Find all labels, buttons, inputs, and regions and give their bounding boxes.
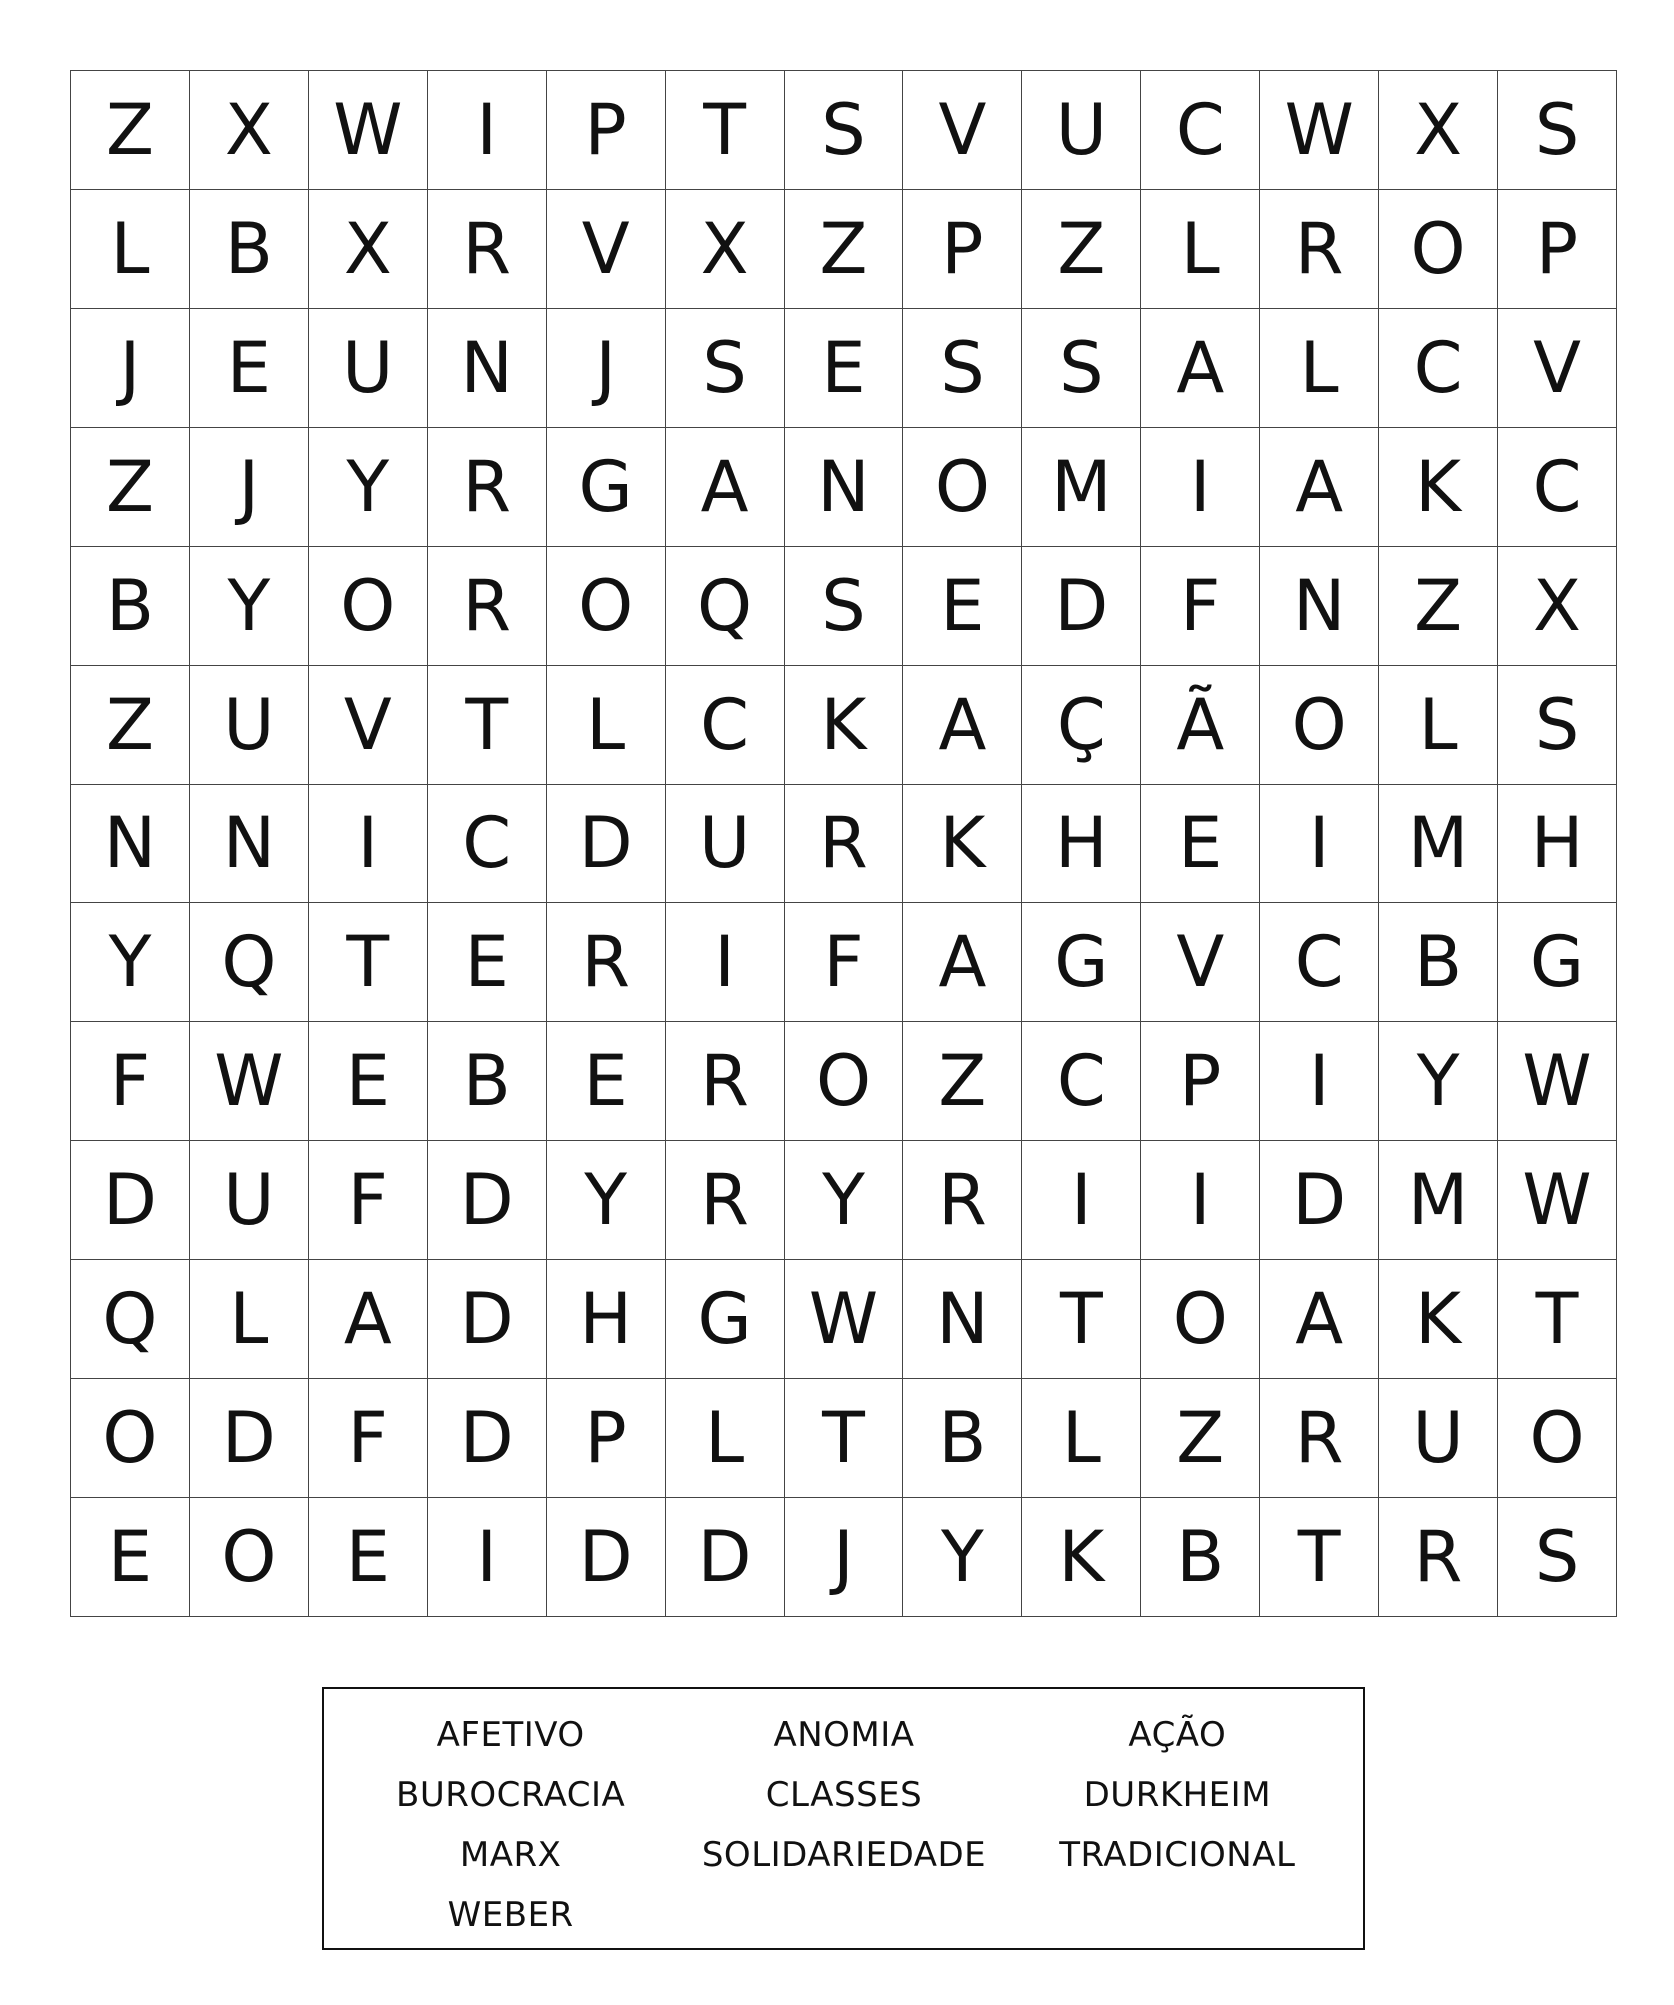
grid-cell[interactable]: C <box>1498 428 1617 547</box>
grid-cell[interactable]: G <box>547 428 666 547</box>
word-item: TRADICIONAL <box>1059 1835 1296 1875</box>
grid-cell[interactable]: Q <box>71 1260 190 1379</box>
grid-cell[interactable]: V <box>1141 903 1260 1022</box>
grid-cell[interactable]: N <box>1260 547 1379 666</box>
grid-cell[interactable]: Y <box>903 1498 1022 1617</box>
grid-cell[interactable]: Y <box>1379 1022 1498 1141</box>
grid-cell[interactable]: S <box>1498 71 1617 190</box>
grid-cell[interactable]: X <box>1379 71 1498 190</box>
grid-cell[interactable]: Z <box>71 666 190 785</box>
grid-cell[interactable]: C <box>428 785 547 904</box>
grid-cell[interactable]: H <box>1022 785 1141 904</box>
grid-cell[interactable]: N <box>903 1260 1022 1379</box>
grid-cell[interactable]: Q <box>190 903 309 1022</box>
grid-cell[interactable]: V <box>1498 309 1617 428</box>
grid-cell[interactable]: P <box>1498 190 1617 309</box>
grid-cell[interactable]: O <box>1141 1260 1260 1379</box>
grid-cell[interactable]: D <box>71 1141 190 1260</box>
grid-cell[interactable]: T <box>1022 1260 1141 1379</box>
word-item: ANOMIA <box>773 1715 915 1755</box>
grid-cell[interactable]: J <box>71 309 190 428</box>
word-item: CLASSES <box>765 1775 923 1815</box>
grid-cell[interactable]: U <box>1022 71 1141 190</box>
grid-cell[interactable]: G <box>666 1260 785 1379</box>
grid-cell[interactable]: W <box>309 71 428 190</box>
grid-cell[interactable]: U <box>666 785 785 904</box>
grid-cell[interactable]: O <box>309 547 428 666</box>
word-item: DURKHEIM <box>1083 1775 1272 1815</box>
grid-cell[interactable]: R <box>428 547 547 666</box>
grid-cell[interactable]: X <box>666 190 785 309</box>
grid-cell[interactable]: R <box>1379 1498 1498 1617</box>
grid-cell[interactable]: K <box>1379 1260 1498 1379</box>
word-item: WEBER <box>447 1895 574 1935</box>
grid-cell[interactable]: Y <box>190 547 309 666</box>
grid-cell[interactable]: B <box>1141 1498 1260 1617</box>
grid-cell[interactable]: V <box>547 190 666 309</box>
grid-cell[interactable]: A <box>666 428 785 547</box>
grid-cell[interactable]: P <box>1141 1022 1260 1141</box>
grid-cell[interactable]: O <box>1379 190 1498 309</box>
grid-cell[interactable]: R <box>785 785 904 904</box>
grid-cell[interactable]: E <box>71 1498 190 1617</box>
grid-cell[interactable]: N <box>785 428 904 547</box>
grid-cell[interactable]: B <box>190 190 309 309</box>
grid-cell[interactable]: U <box>190 1141 309 1260</box>
grid-cell[interactable]: U <box>190 666 309 785</box>
grid-cell[interactable]: B <box>1379 903 1498 1022</box>
grid-cell[interactable]: I <box>1141 1141 1260 1260</box>
grid-cell[interactable]: H <box>1498 785 1617 904</box>
grid-cell[interactable]: A <box>1141 309 1260 428</box>
grid-cell[interactable]: M <box>1379 785 1498 904</box>
grid-cell[interactable]: Z <box>71 428 190 547</box>
grid-cell[interactable]: L <box>666 1379 785 1498</box>
grid-cell[interactable]: T <box>428 666 547 785</box>
grid-cell[interactable]: L <box>190 1260 309 1379</box>
grid-cell[interactable]: Z <box>903 1022 1022 1141</box>
grid-cell[interactable]: R <box>428 190 547 309</box>
word-item: BUROCRACIA <box>396 1775 626 1815</box>
grid-cell[interactable]: E <box>428 903 547 1022</box>
grid-cell[interactable]: J <box>190 428 309 547</box>
grid-cell[interactable]: S <box>785 71 904 190</box>
grid-cell[interactable]: O <box>1260 666 1379 785</box>
grid-cell[interactable]: I <box>1141 428 1260 547</box>
word-list <box>344 1705 1344 1945</box>
grid-cell[interactable]: X <box>309 190 428 309</box>
grid-cell[interactable]: Ã <box>1141 666 1260 785</box>
grid-cell[interactable]: D <box>428 1141 547 1260</box>
grid-cell[interactable]: V <box>309 666 428 785</box>
grid-cell[interactable]: S <box>1022 309 1141 428</box>
grid-cell[interactable]: R <box>428 428 547 547</box>
grid-cell[interactable]: O <box>903 428 1022 547</box>
grid-cell[interactable]: A <box>309 1260 428 1379</box>
grid-cell[interactable]: I <box>1022 1141 1141 1260</box>
grid-cell[interactable]: D <box>666 1498 785 1617</box>
word-item: SOLIDARIEDADE <box>701 1835 987 1875</box>
grid-cell[interactable]: X <box>1498 547 1617 666</box>
grid-cell[interactable]: V <box>903 71 1022 190</box>
grid-cell[interactable]: A <box>903 666 1022 785</box>
grid-cell[interactable]: W <box>785 1260 904 1379</box>
grid-cell[interactable]: M <box>1022 428 1141 547</box>
grid-cell[interactable]: P <box>547 71 666 190</box>
grid-cell[interactable]: S <box>785 547 904 666</box>
grid-cell[interactable]: S <box>1498 666 1617 785</box>
grid-cell[interactable]: C <box>1022 1022 1141 1141</box>
grid-cell[interactable]: L <box>71 190 190 309</box>
grid-cell[interactable]: A <box>1260 1260 1379 1379</box>
letter-grid <box>70 70 1617 1617</box>
grid-cell[interactable]: Z <box>1022 190 1141 309</box>
grid-cell[interactable]: T <box>1260 1498 1379 1617</box>
grid-cell[interactable]: E <box>547 1022 666 1141</box>
grid-cell[interactable]: M <box>1379 1141 1498 1260</box>
grid-cell[interactable]: I <box>428 1498 547 1617</box>
grid-cell[interactable]: R <box>903 1141 1022 1260</box>
grid-cell[interactable]: E <box>1141 785 1260 904</box>
grid-cell[interactable]: O <box>547 547 666 666</box>
grid-cell[interactable]: B <box>428 1022 547 1141</box>
word-item: AFETIVO <box>436 1715 585 1755</box>
grid-cell[interactable]: I <box>1260 1022 1379 1141</box>
grid-cell[interactable]: Q <box>666 547 785 666</box>
grid-cell[interactable]: J <box>785 1498 904 1617</box>
grid-cell[interactable]: D <box>1022 547 1141 666</box>
grid-cell[interactable]: W <box>1260 71 1379 190</box>
grid-cell[interactable]: F <box>71 1022 190 1141</box>
word-item: MARX <box>459 1835 562 1875</box>
grid-cell[interactable]: K <box>1379 428 1498 547</box>
grid-cell[interactable]: Z <box>1141 1379 1260 1498</box>
word-item: AÇÃO <box>1128 1715 1227 1755</box>
grid-cell[interactable]: D <box>428 1260 547 1379</box>
grid-cell[interactable]: O <box>1498 1379 1617 1498</box>
grid-cell[interactable]: E <box>190 309 309 428</box>
grid-cell[interactable]: R <box>666 1022 785 1141</box>
grid-cell[interactable]: F <box>309 1379 428 1498</box>
grid-cell[interactable]: L <box>1379 666 1498 785</box>
grid-cell[interactable]: F <box>309 1141 428 1260</box>
grid-cell[interactable]: L <box>1141 190 1260 309</box>
grid-cell[interactable]: O <box>71 1379 190 1498</box>
grid-cell[interactable]: F <box>785 903 904 1022</box>
grid-cell[interactable]: D <box>428 1379 547 1498</box>
grid-cell[interactable]: Y <box>785 1141 904 1260</box>
grid-cell[interactable]: W <box>1498 1022 1617 1141</box>
grid-cell[interactable]: T <box>309 903 428 1022</box>
grid-cell[interactable]: Y <box>71 903 190 1022</box>
grid-cell[interactable]: E <box>309 1022 428 1141</box>
grid-cell[interactable]: B <box>903 1379 1022 1498</box>
grid-cell[interactable]: D <box>190 1379 309 1498</box>
grid-cell[interactable]: E <box>903 547 1022 666</box>
grid-cell[interactable]: L <box>1260 309 1379 428</box>
grid-cell[interactable]: L <box>1022 1379 1141 1498</box>
grid-cell[interactable]: R <box>1260 190 1379 309</box>
grid-cell[interactable]: W <box>190 1022 309 1141</box>
grid-cell[interactable]: S <box>1498 1498 1617 1617</box>
grid-cell[interactable]: N <box>190 785 309 904</box>
grid-cell[interactable]: F <box>1141 547 1260 666</box>
grid-cell[interactable]: G <box>1498 903 1617 1022</box>
grid-cell[interactable]: S <box>666 309 785 428</box>
grid-cell[interactable]: B <box>71 547 190 666</box>
grid-cell[interactable]: R <box>547 903 666 1022</box>
grid-cell[interactable]: Ç <box>1022 666 1141 785</box>
grid-cell[interactable]: H <box>547 1260 666 1379</box>
grid-cell[interactable]: E <box>309 1498 428 1617</box>
grid-cell[interactable]: C <box>1141 71 1260 190</box>
grid-cell[interactable]: K <box>903 785 1022 904</box>
grid-cell[interactable]: K <box>785 666 904 785</box>
word-bank <box>322 1687 1365 1950</box>
grid-cell[interactable]: Y <box>547 1141 666 1260</box>
grid-cell[interactable]: I <box>428 71 547 190</box>
grid-cell[interactable]: N <box>71 785 190 904</box>
grid-cell[interactable]: A <box>903 903 1022 1022</box>
grid-cell[interactable]: Z <box>1379 547 1498 666</box>
grid-cell[interactable]: I <box>1260 785 1379 904</box>
grid-cell[interactable]: X <box>190 71 309 190</box>
grid-cell[interactable]: K <box>1022 1498 1141 1617</box>
grid-cell[interactable]: O <box>190 1498 309 1617</box>
grid-cell[interactable]: I <box>666 903 785 1022</box>
grid-cell[interactable]: L <box>547 666 666 785</box>
grid-cell[interactable]: J <box>547 309 666 428</box>
grid-cell[interactable]: R <box>666 1141 785 1260</box>
grid-cell[interactable]: D <box>1260 1141 1379 1260</box>
grid-cell[interactable]: T <box>666 71 785 190</box>
grid-cell[interactable]: G <box>1022 903 1141 1022</box>
grid-cell[interactable]: S <box>903 309 1022 428</box>
grid-cell[interactable]: T <box>1498 1260 1617 1379</box>
grid-cell[interactable]: E <box>785 309 904 428</box>
grid-cell[interactable]: D <box>547 785 666 904</box>
grid-cell[interactable]: I <box>309 785 428 904</box>
grid-cell[interactable]: W <box>1498 1141 1617 1260</box>
grid-cell[interactable]: Z <box>71 71 190 190</box>
grid-cell[interactable]: P <box>903 190 1022 309</box>
grid-cell[interactable]: A <box>1260 428 1379 547</box>
grid-cell[interactable]: P <box>547 1379 666 1498</box>
grid-cell[interactable]: Y <box>309 428 428 547</box>
grid-cell[interactable]: O <box>785 1022 904 1141</box>
grid-cell[interactable]: C <box>1260 903 1379 1022</box>
grid-cell[interactable]: U <box>1379 1379 1498 1498</box>
grid-cell[interactable]: U <box>309 309 428 428</box>
grid-cell[interactable]: C <box>666 666 785 785</box>
grid-cell[interactable]: N <box>428 309 547 428</box>
grid-cell[interactable]: C <box>1379 309 1498 428</box>
grid-cell[interactable]: T <box>785 1379 904 1498</box>
grid-cell[interactable]: Z <box>785 190 904 309</box>
grid-cell[interactable]: D <box>547 1498 666 1617</box>
grid-cell[interactable]: R <box>1260 1379 1379 1498</box>
